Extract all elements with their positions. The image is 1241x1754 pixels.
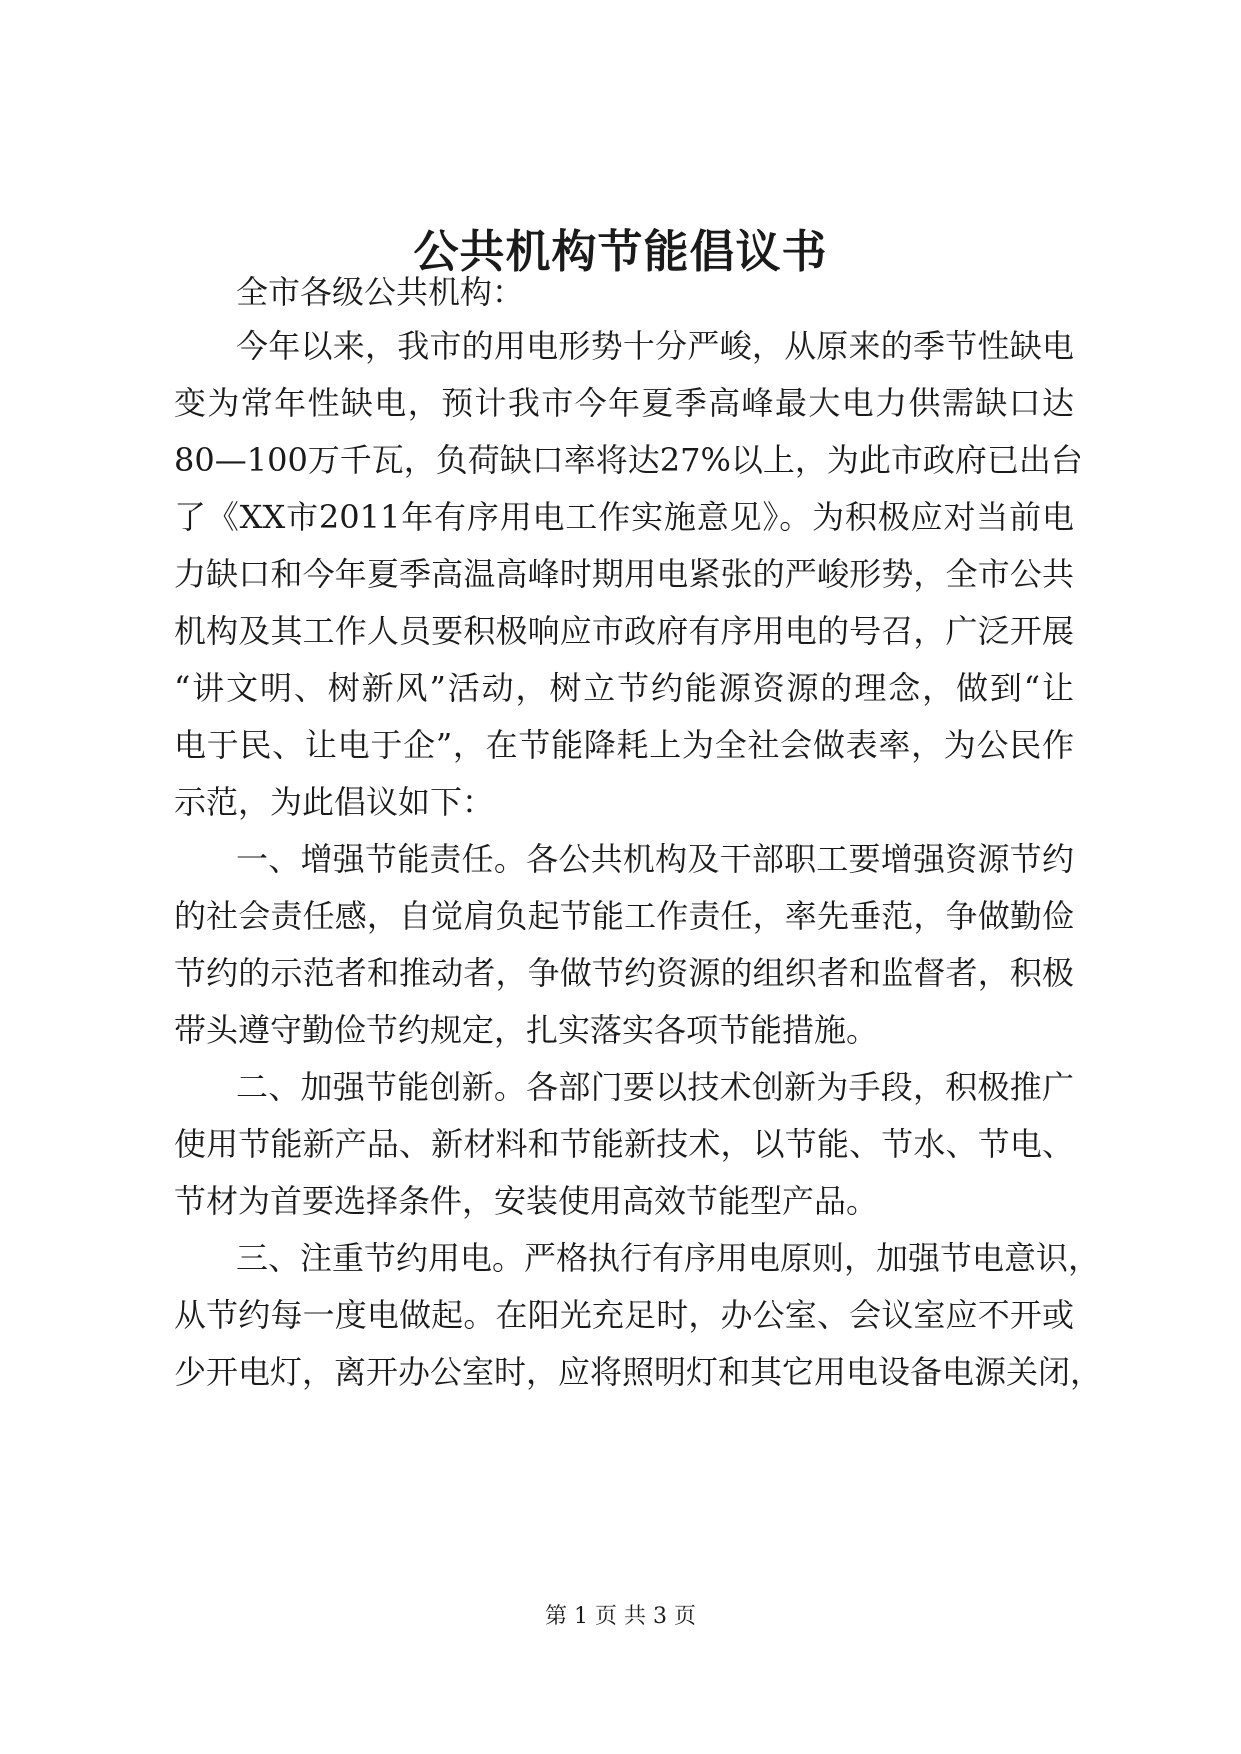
- paragraph-line: 使用节能新产品、新材料和节能新技术，以节能、节水、节电、: [174, 1125, 1074, 1163]
- paragraph-line: 示范，为此倡议如下：: [174, 783, 495, 821]
- paragraph-line: 一、增强节能责任。各公共机构及干部职工要增强资源节约: [236, 840, 1074, 878]
- document-title: 公共机构节能倡议书: [413, 225, 828, 278]
- paragraph-line: 节约的示范者和推动者，争做节约资源的组织者和监督者，积极: [174, 954, 1074, 992]
- paragraph-line: 二、加强节能创新。各部门要以技术创新为手段，积极推广: [236, 1068, 1074, 1106]
- paragraph-line: 的社会责任感，自觉肩负起节能工作责任，率先垂范，争做勤俭: [174, 897, 1074, 935]
- paragraph-line: 电于民、让电于企”，在节能降耗上为全社会做表率，为公民作: [174, 726, 1074, 764]
- paragraph-line: 带头遵守勤俭节约规定，扎实落实各项节能措施。: [174, 1011, 879, 1049]
- paragraph-line: 变为常年性缺电，预计我市今年夏季高峰最大电力供需缺口达: [174, 384, 1074, 422]
- paragraph-line: 少开电灯，离开办公室时，应将照明灯和其它用电设备电源关闭，: [174, 1353, 1103, 1391]
- paragraph-line: 力缺口和今年夏季高温高峰时期用电紧张的严峻形势，全市公共: [174, 555, 1074, 593]
- paragraph-line: 机构及其工作人员要积极响应市政府有序用电的号召，广泛开展: [174, 612, 1074, 650]
- paragraph-line: “讲文明、树新风”活动，树立节约能源资源的理念，做到“让: [174, 669, 1074, 707]
- paragraph-line: 节材为首要选择条件，安装使用高效节能型产品。: [174, 1182, 879, 1220]
- paragraph-line: 三、注重节约用电。严格执行有序用电原则，加强节电意识，: [236, 1239, 1101, 1277]
- salutation: 全市各级公共机构：: [236, 273, 525, 311]
- paragraph-line: 今年以来，我市的用电形势十分严峻，从原来的季节性缺电: [236, 327, 1074, 365]
- paragraph-line: 80—100万千瓦，负荷缺口率将达27%以上，为此市政府已出台: [174, 441, 1083, 479]
- page-number-footer: 第 1 页 共 3 页: [545, 1604, 696, 1629]
- paragraph-line: 了《XX市2011年有序用电工作实施意见》。为积极应对当前电: [174, 498, 1074, 536]
- paragraph-line: 从节约每一度电做起。在阳光充足时，办公室、会议室应不开或: [174, 1296, 1074, 1334]
